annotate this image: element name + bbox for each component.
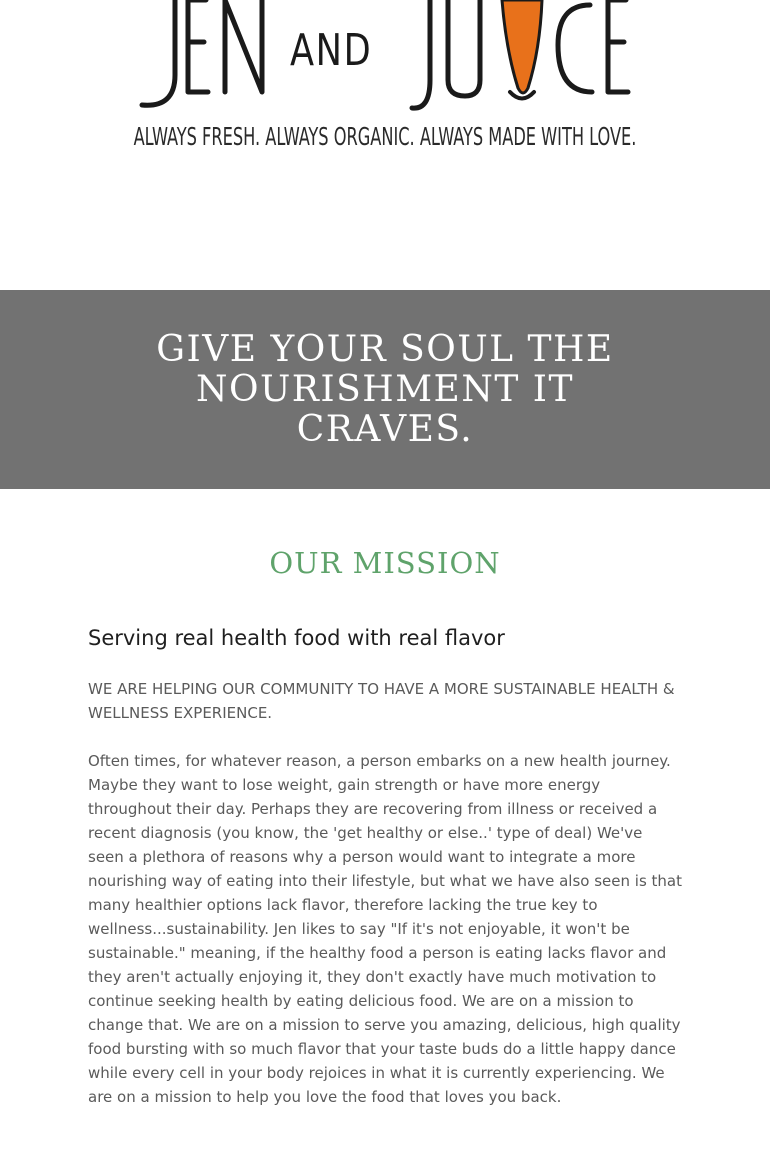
brand-tagline: ALWAYS FRESH. ALWAYS ORGANIC. ALWAYS MADE WITH LOVE.: [133, 122, 637, 151]
mission-lead-text: WE ARE HELPING OUR COMMUNITY TO HAVE A MORE SUSTAINABLE HEALTH & WELLNESS EXPERIENCE.: [88, 680, 675, 722]
mission-subtitle: Serving real health food with real flavor: [88, 626, 505, 650]
mission-title: OUR MISSION: [269, 546, 501, 580]
carrot-icon: [502, 0, 542, 93]
mission-body-text: Often times, for whatever reason, a person embarks on a new health journey. Maybe they want to lose weight, gain strength or have more energy throughout their day. Perhaps they are recovering from illness or received a recent diagnosis (you know, the 'get healthy or else..' type of deal) We've seen a plethora of reasons why a person would want to integrate a more nourishing way of eating into their lifestyle, but what we have also seen is that many healthier options lack flavor, therefore lacking the true key to wellness...sustainability. Jen likes to say "If it's not enjoyable, it won't be sustainable." meaning, if the healthy food a person is eating lacks flavor and they aren't actually enjoying it, they don't exactly have much motivation to continue seeking health by eating delicious food. We are on a mission to change that. We are on a mission to serve you amazing, delicious, high quality food bursting with so much flavor that your taste buds do a little happy dance while every cell in your body rejoices in what it is currently experiencing. We are on a mission to help you love the food that loves you back.: [88, 752, 682, 1106]
hero-banner: [0, 290, 770, 489]
hero-title: GIVE YOUR SOUL THE NOURISHMENT IT CRAVES.: [156, 328, 614, 450]
brand-logo[interactable]: [130, 0, 650, 120]
logo-and-text: AND: [290, 25, 373, 77]
site-header: [0, 0, 770, 290]
mission-section: [0, 545, 770, 1109]
